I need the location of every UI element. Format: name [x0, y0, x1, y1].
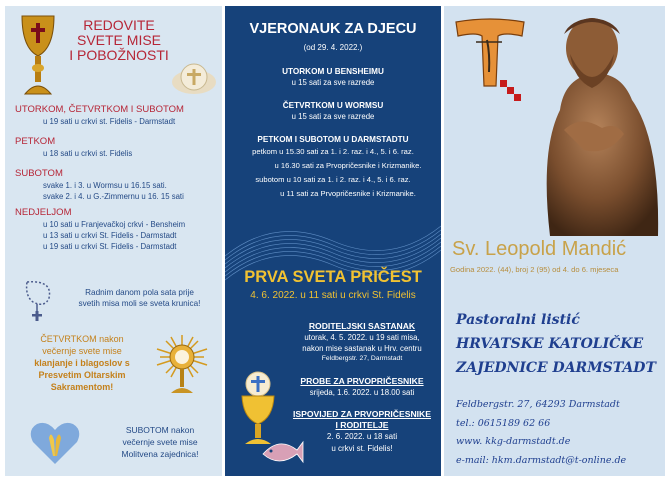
schedule-line: svake 2. i 4. u G.-Zimmernu u 16. 15 sati — [43, 192, 184, 201]
adoration-line: večernje svete mise — [42, 346, 122, 356]
bulletin-title — [456, 308, 662, 380]
schedule-heading: SUBOTOM — [15, 168, 63, 179]
communion-icon — [233, 370, 305, 468]
left-title-line: REDOVITE — [83, 17, 155, 33]
schedule-line: u 18 sati u crkvi st. Fidelis — [43, 149, 133, 158]
confession — [285, 409, 439, 455]
adoration-text — [12, 333, 152, 393]
bulletin-title-line: Pastoralni listić — [456, 312, 580, 328]
prayer-group-line: večernje svete mise — [122, 437, 198, 447]
catechism-title: VJERONAUK ZA DJECU — [249, 21, 417, 37]
rehearsal-title: PROBE ZA PRVOPRIČESNIKE — [300, 376, 424, 386]
schedule-line: svake 1. i 3. u Wormsu u 16.15 sati. — [43, 181, 167, 190]
catechism-line: subotom u 10 sati za 1. i 2. raz. i 4., 5. i 6. raz. — [255, 175, 411, 184]
catechism-line: u 16.30 sati za Prvopričesnike i Krizmanike. — [274, 161, 422, 170]
rosary-line: Radnim danom pola sata prije — [85, 288, 194, 297]
adoration-line: ČETVRTKOM nakon — [40, 334, 124, 344]
left-title-line: SVETE MISE — [76, 32, 162, 48]
contact-info — [456, 396, 662, 470]
schedule-heading: NEDJELJOM — [15, 207, 72, 218]
confession-title: ISPOVIJED ZA PRVOPRIČESNIKE — [292, 409, 431, 419]
catechism-line: u 11 sati za Prvopričesnike i Krizmanike. — [280, 189, 416, 198]
contact-phone: tel.: 0615189 62 66 — [456, 417, 551, 429]
rehearsals — [285, 376, 439, 398]
catechism-schedule — [225, 66, 441, 201]
confession-line: 2. 6. 2022. u 18 sati — [326, 432, 398, 441]
parents-meeting — [285, 321, 439, 364]
tau-cross-icon — [454, 14, 526, 106]
adoration-line: Presvetim Oltarskim — [38, 370, 126, 380]
communion-date: 4. 6. 2022. u 11 sati u crkvi St. Fidelis — [250, 290, 416, 301]
schedule-line: u 10 sati u Franjevačkoj crkvi - Bensheim — [43, 220, 186, 229]
bulletin-title-line: ZAJEDNICE DARMSTADT — [456, 360, 656, 376]
schedule-line: u 13 sati u crkvi St. Fidelis - Darmstadt — [43, 231, 177, 240]
rosary-text — [57, 287, 222, 309]
prayer-group-line: SUBOTOM nakon — [125, 425, 195, 435]
schedule-line: u 19 sati u crkvi St. Fidelis - Darmstadt — [43, 242, 177, 251]
contact-email: e-mail: hkm.darmstadt@t-online.de — [456, 454, 627, 466]
catechism-heading: UTORKOM U BENSHEIMU — [282, 67, 384, 76]
middle-panel — [225, 6, 441, 476]
right-panel — [444, 6, 665, 476]
catechism-line: u 15 sati za sve razrede — [291, 78, 375, 87]
meeting-line: nakon mise sastanak u Hrv. centru — [302, 344, 422, 353]
catechism-line: u 15 sati za sve razrede — [291, 112, 375, 121]
adoration-line: klanjanje i blagoslov s — [34, 358, 130, 368]
contact-address: Feldbergstr. 27, 64293 Darmstadt — [456, 399, 620, 410]
issue-info: Godina 2022. (44), broj 2 (95) od 4. do 6. mjeseca — [450, 265, 619, 274]
confession-line: u crkvi st. Fidelis! — [331, 444, 393, 453]
left-panel — [5, 6, 222, 476]
meeting-line: utorak, 4. 5. 2022. u 19 sati misa, — [304, 333, 420, 342]
catechism-line: petkom u 15.30 sati za 1. i 2. raz. i 4., 5. i 6. raz. — [252, 147, 414, 156]
catechism-heading: ČETVRTKOM U WORMSU — [282, 101, 384, 110]
schedule-heading: UTORKOM, ČETVRTKOM I SUBOTOM — [15, 104, 184, 115]
bulletin-title-line: HRVATSKE KATOLIČKE — [456, 336, 644, 352]
left-title — [59, 18, 179, 63]
catechism-subtitle: (od 29. 4. 2022.) — [303, 43, 363, 52]
meeting-line: Feldbergstr. 27, Darmstadt — [321, 355, 403, 362]
host-icon — [168, 60, 218, 98]
saint-name: Sv. Leopold Mandić — [452, 238, 627, 260]
adoration-line: Sakramentom! — [50, 382, 114, 392]
prayer-group-text — [100, 424, 220, 460]
rehearsal-line: srijeda, 1.6. 2022. u 18.00 sati — [309, 388, 415, 397]
schedule-heading: PETKOM — [15, 136, 56, 147]
left-title-line: I POBOŽNOSTI — [69, 47, 169, 63]
chalice-icon — [19, 12, 57, 98]
confession-title: I RODITELJE — [335, 420, 389, 430]
rosary-line: svetih misa moli se sveta krunica! — [78, 299, 201, 308]
schedule-line: u 19 sati u crkvi st. Fidelis - Darmstadt — [43, 117, 176, 126]
rosary-icon — [23, 278, 57, 322]
communion-title: PRVA SVETA PRIČEST — [244, 268, 422, 286]
mass-schedule — [15, 104, 220, 252]
catechism-heading: PETKOM I SUBOTOM U DARMSTADTU — [257, 135, 409, 144]
contact-website: www. kkg-darmstadt.de — [456, 436, 571, 447]
saint-statue-image — [520, 10, 665, 236]
monstrance-icon — [153, 333, 211, 395]
praying-hands-icon — [29, 420, 81, 466]
meeting-title: RODITELJSKI SASTANAK — [308, 321, 416, 331]
prayer-group-line: Molitvena zajednica! — [121, 449, 199, 459]
